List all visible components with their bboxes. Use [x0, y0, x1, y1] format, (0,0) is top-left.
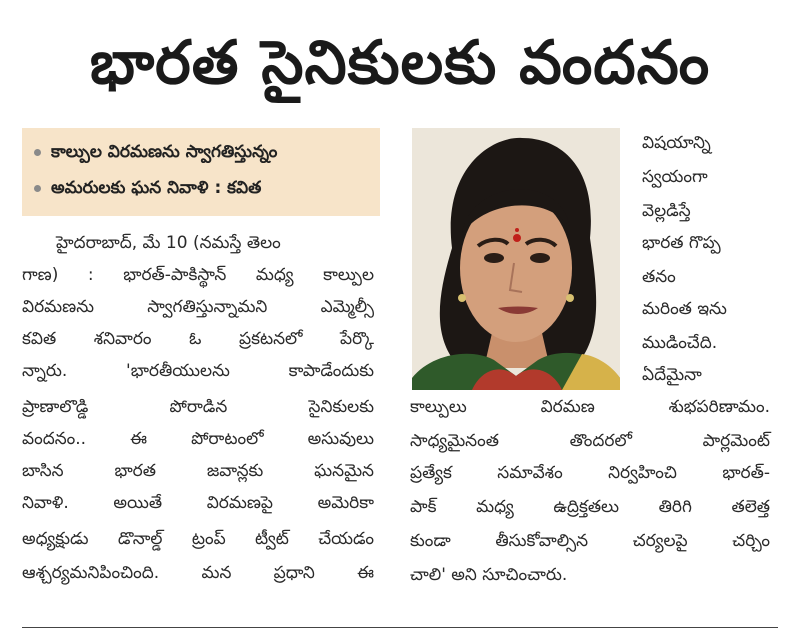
body-line: అధ్యక్షుడు డొనాల్డ్ ట్రంప్ ట్వీట్ చేయడం — [22, 529, 374, 549]
body-line: ముడించేది. — [642, 333, 718, 353]
bullet-icon — [34, 149, 41, 156]
bullet-icon — [34, 185, 41, 192]
portrait-photo — [412, 128, 620, 390]
body-line: విరమణను స్వాగతిస్తున్నామని ఎమ్మెల్సీ — [22, 297, 374, 317]
body-line: వెల్లడిస్తే — [642, 201, 691, 221]
body-line: మరింత ఇను — [642, 299, 727, 319]
subhead-text: అమరులకు ఘన నివాళి : కవిత — [51, 178, 262, 198]
portrait-photo-icon — [412, 128, 620, 390]
body-line: స్వయంగా — [642, 167, 708, 187]
body-line: నివాళి. అయితే విరమణపై అమెరికా — [22, 493, 374, 513]
body-line: భారత గొప్ప — [642, 233, 721, 253]
body-line: ప్రత్యేక సమావేశం నిర్వహించి భారత్- — [410, 463, 770, 483]
subhead-box — [22, 128, 380, 216]
body-line: విషయాన్ని — [642, 133, 711, 153]
body-line: కవిత శనివారం ఓ ప్రకటనలో పేర్కొ — [22, 329, 374, 349]
body-line: వందనం.. ఈ పోరాటంలో అసువులు — [22, 429, 374, 449]
body-line: గాణ) : భారత్-పాకిస్థాన్ మధ్య కాల్పుల — [22, 265, 374, 285]
body-line: పాక్ మధ్య ఉద్రిక్తతలు తిరిగి తలెత్త — [410, 497, 770, 517]
subhead-text: కాల్పుల విరమణను స్వాగతిస్తున్నం — [51, 142, 278, 162]
body-line: ప్రాణాలొడ్డి పోరాడిన సైనికులకు — [22, 397, 374, 417]
body-line: కాల్పులు విరమణ శుభపరిణామం. — [410, 397, 770, 417]
body-line: తనం — [642, 267, 676, 287]
body-line: చాలి' అని సూచించారు. — [410, 565, 568, 585]
body-line: కుండా తీసుకోవాల్సిన చర్యలపై చర్చిం — [410, 531, 770, 551]
bottom-rule — [22, 627, 778, 628]
subhead-item — [34, 178, 261, 202]
body-line: న్నారు. 'భారతీయులను కాపాడేందుకు — [22, 361, 374, 381]
headline: భారత సైనికులకు వందనం — [89, 28, 711, 98]
body-line: ఆశ్చర్యమనిపించింది. మన ప్రధాని ఈ — [22, 563, 374, 583]
body-line: బాసిన భారత జవాన్లకు ఘనమైన — [22, 461, 374, 481]
body-line: సాధ్యమైనంత తొందరలో పార్లమెంట్ — [410, 431, 770, 451]
subhead-item — [34, 142, 277, 166]
body-line: ఏదేమైనా — [642, 365, 702, 385]
body-line: హైదరాబాద్, మే 10 (నమస్తే తెలం — [56, 233, 281, 253]
